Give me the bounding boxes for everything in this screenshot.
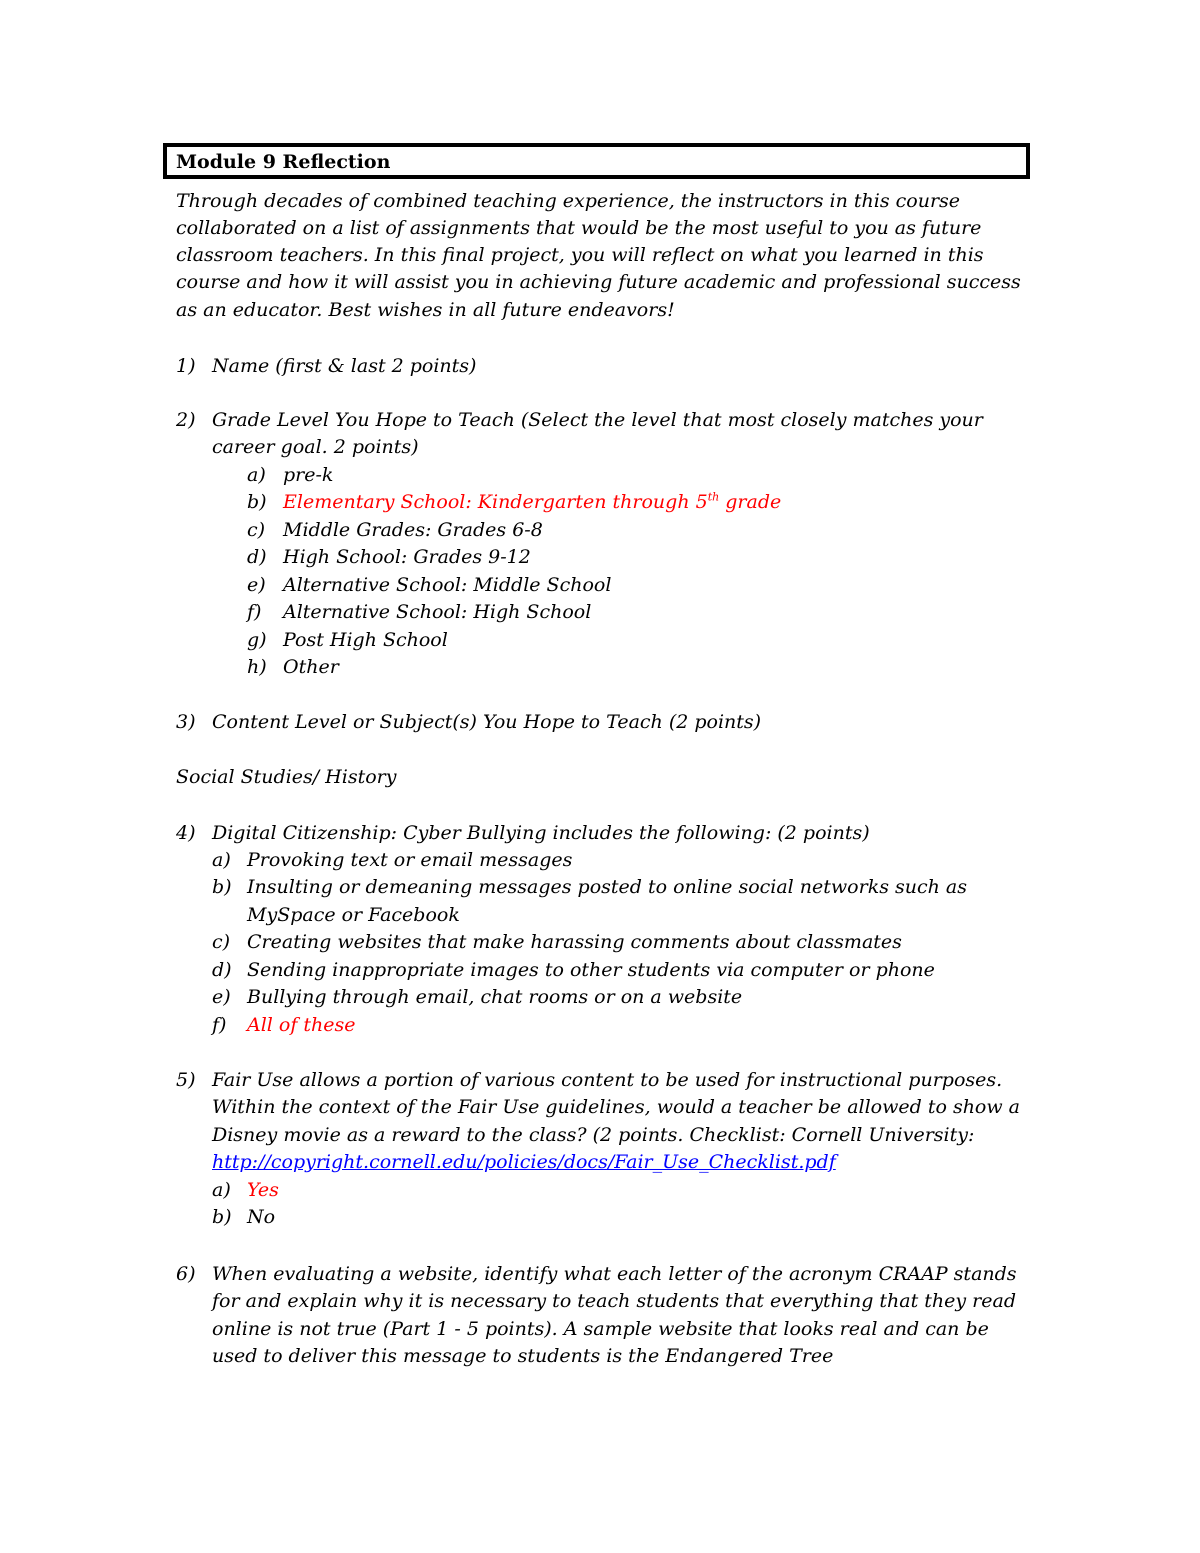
option-letter: b) [247,491,267,513]
intro-line: Through decades of combined teaching experience, the instructors in this course [176,190,961,212]
bullying-option: Provoking text or email messages [247,849,573,871]
grade-option: pre-k [283,464,334,486]
question-1-number: 1) [176,355,196,377]
question-4-number: 4) [176,822,196,844]
bullying-option: Bullying through email, chat rooms or on a website [247,986,743,1008]
question-6-text: used to deliver this message to students is the Endangered Tree [212,1345,834,1367]
question-5-number: 5) [176,1069,196,1091]
page-title: Module 9 Reflection [176,151,391,173]
option-letter: d) [212,959,232,981]
question-5-text: Within the context of the Fair Use guidelines, would a teacher be allowed to show a [212,1096,1021,1118]
option-letter: e) [247,574,266,596]
bullying-option: Creating websites that make harassing comments about classmates [247,931,902,953]
bullying-option-selected: All of these [247,1014,356,1036]
bullying-option: Sending inappropriate images to other students via computer or phone [247,959,935,981]
option-letter: e) [212,986,231,1008]
fair-use-option-selected: Yes [247,1179,279,1201]
option-letter: b) [212,876,232,898]
question-6-text: When evaluating a website, identify what each letter of the acronym CRAAP stands [212,1263,1017,1285]
option-letter: d) [247,546,267,568]
question-2-text: career goal. 2 points) [212,436,419,458]
question-3-text: Content Level or Subject(s) You Hope to Teach (2 points) [212,711,762,733]
intro-line: course and how it will assist you in achieving future academic and professional success [176,271,1021,293]
grade-option: Post High School [283,629,448,651]
question-2-number: 2) [176,409,196,431]
grade-option-text: grade [719,491,782,513]
question-6-number: 6) [176,1263,196,1285]
question-1-text: Name (first & last 2 points) [212,355,477,377]
question-2-text: Grade Level You Hope to Teach (Select the level that most closely matches your [212,409,983,431]
fair-use-option: No [247,1206,276,1228]
question-5-text: Fair Use allows a portion of various content to be used for instructional purposes. [212,1069,1003,1091]
grade-option: Middle Grades: Grades 6-8 [283,519,543,541]
grade-option: Alternative School: Middle School [283,574,612,596]
grade-option-text: Elementary School: Kindergarten through 5 [283,491,708,513]
option-letter: a) [247,464,266,486]
intro-line: collaborated on a list of assignments that would be the most useful to you as future [176,217,982,239]
option-letter: f) [247,601,262,623]
grade-option: High School: Grades 9-12 [283,546,531,568]
question-6-text: for and explain why it is necessary to teach students that everything that they read [212,1290,1016,1312]
option-letter: b) [212,1206,232,1228]
option-letter: c) [212,931,231,953]
grade-option-selected [283,489,781,516]
question-4-text: Digital Citizenship: Cyber Bullying includes the following: (2 points) [212,822,870,844]
option-letter: f) [212,1014,227,1036]
option-letter: a) [212,849,231,871]
bullying-option: Insulting or demeaning messages posted to online social networks such as [247,876,967,898]
question-6-text: online is not true (Part 1 - 5 points). A sample website that looks real and can be [212,1318,989,1340]
option-letter: h) [247,656,267,678]
intro-line: classroom teachers. In this final project, you will reflect on what you learned in this [176,244,984,266]
option-letter: a) [212,1179,231,1201]
ordinal-suffix: th [707,490,720,504]
fair-use-checklist-link[interactable]: http://copyright.cornell.edu/policies/docs/Fair_Use_Checklist.pdf [212,1151,836,1173]
grade-option: Alternative School: High School [283,601,592,623]
intro-line: as an educator. Best wishes in all future endeavors! [176,299,675,321]
option-letter: g) [247,629,267,651]
bullying-option: MySpace or Facebook [247,904,460,926]
question-3-answer: Social Studies/ History [176,766,397,788]
grade-option: Other [283,656,339,678]
question-5-text: Disney movie as a reward to the class? (2 points. Checklist: Cornell University: [212,1124,975,1146]
option-letter: c) [247,519,266,541]
question-3-number: 3) [176,711,196,733]
